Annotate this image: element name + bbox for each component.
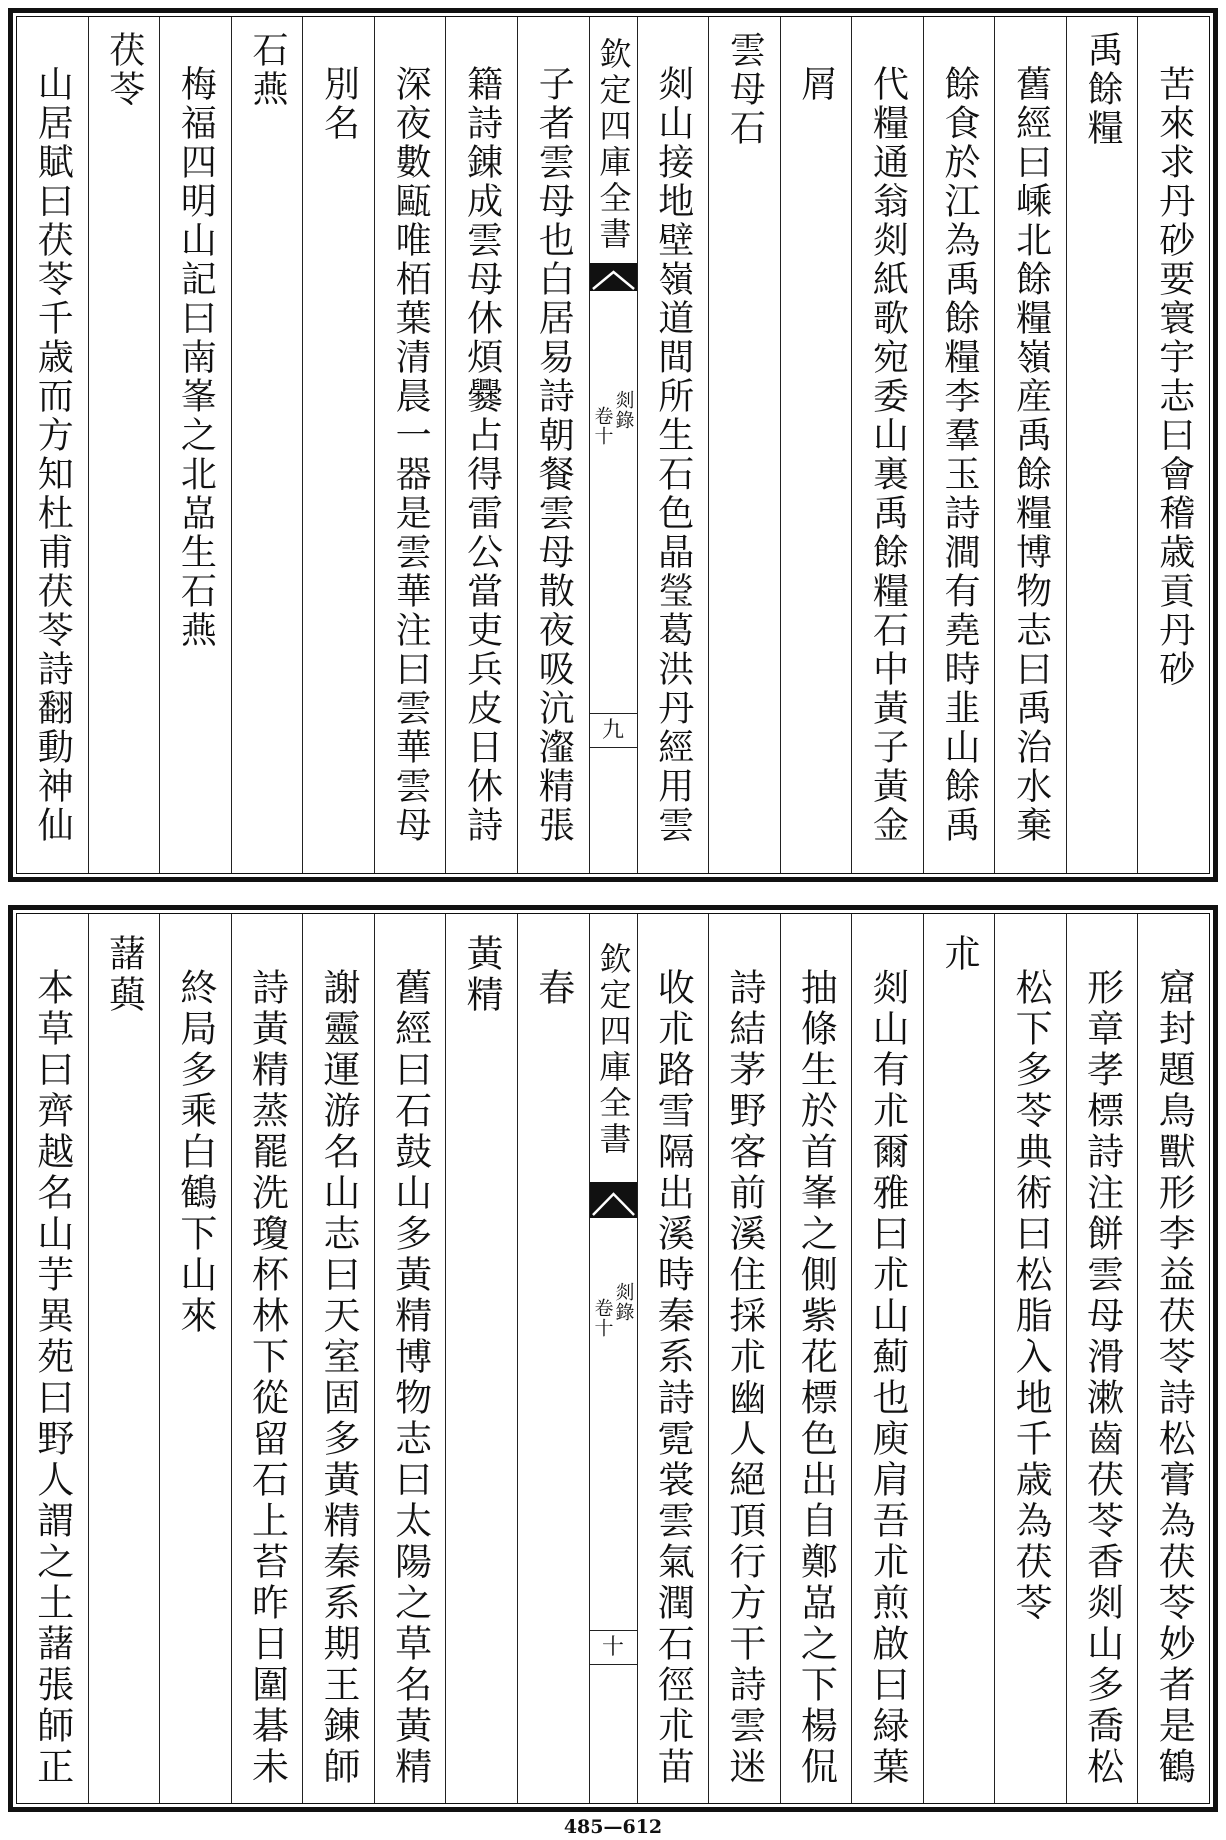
book-juan-label [590, 390, 637, 446]
entry-heading: 雲母石 [724, 31, 766, 148]
heading-column [88, 17, 160, 873]
column-text: 收朮路雪隔出溪時秦系詩霓裳雲氣潤石徑朮苗 [651, 968, 695, 1788]
column-text: 本草曰齊越名山芋異苑曰野人謂之土藷張師正 [30, 968, 74, 1788]
column-text: 代糧通翁剡紙歌宛委山裏禹餘糧石中黃子黃金 [867, 65, 909, 845]
lower-page [8, 905, 1218, 1812]
folio-rule [590, 1664, 637, 1665]
column-text: 餘食於江為禹餘糧李羣玉詩澗有堯時韭山餘禹 [939, 65, 981, 845]
entry-heading: 茯苓 [103, 31, 145, 109]
text-column [445, 17, 517, 873]
center-fold [589, 17, 637, 873]
column-text: 謝靈運游名山志曰天室固多黃精秦系期王錬師 [317, 968, 361, 1788]
entry-heading: 藷藇 [102, 934, 146, 1016]
heading-column [231, 17, 303, 873]
running-title: 欽定四庫全書 [594, 942, 633, 1158]
text-column [1137, 17, 1209, 873]
column-text: 詩黃精蒸罷洗瓊杯林下從留石上苔昨日圍碁未 [245, 968, 289, 1788]
juan-label: 卷十 [591, 406, 614, 446]
text-column [302, 17, 374, 873]
column-text: 苦來求丹砂要寰宇志曰會稽歳貢丹砂 [1153, 65, 1195, 689]
upper-page-frame [16, 16, 1210, 874]
text-column [851, 17, 923, 873]
entry-heading: 黃精 [460, 934, 504, 1016]
text-column [374, 17, 446, 873]
folio-rule [590, 713, 637, 714]
column-text: 舊經曰石鼓山多黃精博物志曰太陽之草名黃精 [388, 968, 432, 1788]
text-column [708, 914, 780, 1803]
page-reference: 485—612 [563, 1816, 663, 1838]
fishtail-icon [590, 1182, 637, 1218]
center-fold [589, 914, 637, 1803]
column-text: 山居賦曰茯苓千歳而方知杜甫茯苓詩翻動神仙 [32, 65, 74, 845]
lower-page-frame [16, 913, 1210, 1804]
running-title: 欽定四庫全書 [594, 37, 633, 253]
upper-page [8, 8, 1218, 882]
heading-column [1066, 17, 1138, 873]
text-column [374, 914, 446, 1803]
book-title: 剡錄 [612, 1282, 635, 1322]
text-column [231, 914, 303, 1803]
entry-heading: 禹餘糧 [1082, 31, 1124, 148]
entry-heading: 朮 [937, 934, 981, 975]
text-column [17, 914, 88, 1803]
column-text: 剡山接地壁嶺道間所生石色晶瑩葛洪丹經用雲 [652, 65, 694, 845]
folio-rule [590, 1630, 637, 1631]
text-column [637, 914, 709, 1803]
entry-heading: 石燕 [246, 31, 288, 109]
juan-label: 卷十 [591, 1298, 614, 1338]
text-column [1066, 914, 1138, 1803]
column-text: 抽條生於首峯之側紫花標色出自鄭嵓之下楊侃 [794, 968, 838, 1788]
text-column [637, 17, 709, 873]
column-text: 形章孝標詩注餅雲母滑漱齒茯苓香剡山多喬松 [1080, 968, 1124, 1788]
book-juan-label [590, 1282, 637, 1338]
column-text: 舊經曰嵊北餘糧嶺産禹餘糧博物志曰禹治水棄 [1010, 65, 1052, 845]
column-text: 別名 [318, 65, 360, 143]
text-column [851, 914, 923, 1803]
folio-rule [590, 747, 637, 748]
column-text: 窟封題鳥獸形李益茯苓詩松膏為茯苓妙者是鶴 [1152, 968, 1196, 1788]
column-text: 梅福四明山記曰南峯之北嵓生石燕 [175, 65, 217, 650]
column-text: 松下多苓典術曰松脂入地千歳為茯苓 [1009, 968, 1053, 1624]
text-column [994, 17, 1066, 873]
folio-number: 九 [601, 718, 624, 743]
heading-column [708, 17, 780, 873]
heading-column [923, 914, 995, 1803]
column-text: 籍詩錬成雲母休煩爨占得雷公當吏兵皮日休詩 [461, 65, 503, 845]
heading-column [445, 914, 517, 1803]
column-text: 深夜數甌唯栢葉清晨一器是雲華注曰雲華雲母 [390, 65, 432, 845]
column-text: 終局多乘白鶴下山來 [173, 968, 217, 1337]
folio-number: 十 [601, 1635, 624, 1660]
fishtail-icon [590, 263, 637, 291]
column-text: 春 [531, 968, 575, 1009]
text-column [517, 914, 589, 1803]
text-column [994, 914, 1066, 1803]
column-text: 屑 [795, 65, 837, 104]
text-column [780, 914, 852, 1803]
column-text: 剡山有朮爾雅曰朮山薊也庾肩吾朮煎啟曰緑葉 [865, 968, 909, 1788]
column-text: 詩結茅野客前溪住採朮幽人絕頂行方干詩雲迷 [722, 968, 766, 1788]
book-title: 剡錄 [612, 390, 635, 430]
text-column [159, 17, 231, 873]
text-column [17, 17, 88, 873]
text-column [302, 914, 374, 1803]
heading-column [88, 914, 160, 1803]
column-text: 子者雲母也白居易詩朝餐雲母散夜吸沆瀣精張 [533, 65, 575, 845]
text-column [159, 914, 231, 1803]
text-column [780, 17, 852, 873]
text-column [517, 17, 589, 873]
text-column [923, 17, 995, 873]
text-column [1137, 914, 1209, 1803]
